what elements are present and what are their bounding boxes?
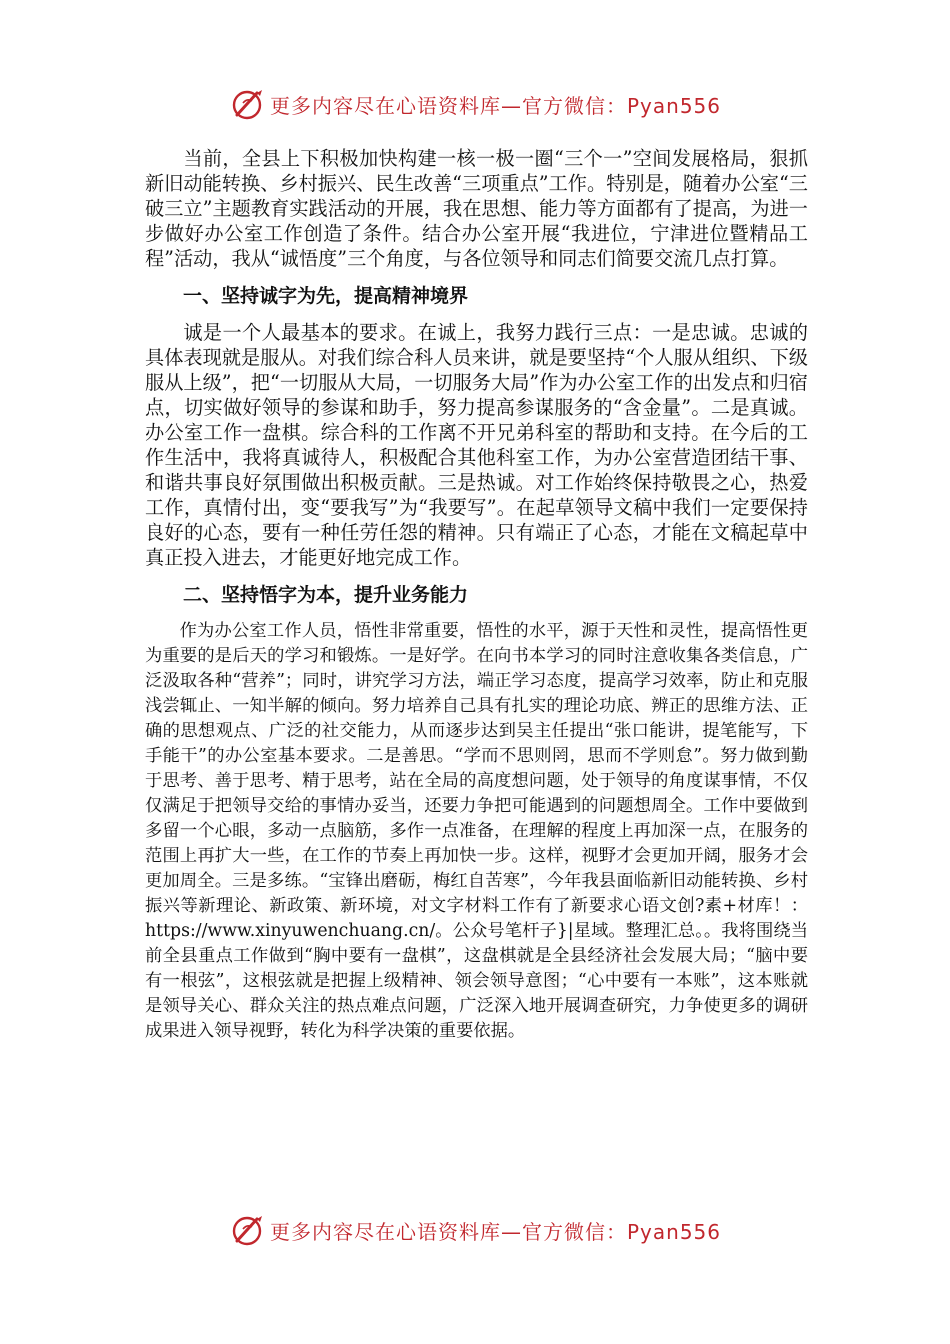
banner-text: 更多内容尽在心语资料库—官方微信：Pyan556	[270, 1219, 722, 1244]
intro-paragraph: 当前，全县上下积极加快构建一核一极一圈“三个一”空间发展格局，狠抓新旧动能转换、乡村振兴、民生改善“三项重点”工作。特别是，随着办公室“三破三立”主题教育实践活动的开展，我在思想、能力等方面都有了提高，为进一步做好办公室工作创造了条件。结合办公室开展“我进位，宁津进位暨精品工程”活动，我从“诚悟度”三个角度，与各位领导和同志们简要交流几点打算。	[145, 147, 808, 270]
footer-banner	[230, 1212, 750, 1248]
section-heading-1: 一、坚持诚字为先，提高精神境界	[183, 285, 469, 307]
document-body	[145, 146, 808, 1044]
header-banner	[230, 86, 750, 122]
brush-pen-icon	[230, 86, 266, 122]
banner-text: 更多内容尽在心语资料库—官方微信：Pyan556	[270, 93, 722, 118]
section-2-paragraph: 作为办公室工作人员，悟性非常重要，悟性的水平，源于天性和灵性，提高悟性更为重要的是后天的学习和锻炼。一是好学。在向书本学习的同时注意收集各类信息，广泛汲取各种“营养”；同时，讲究学习方法，端正学习态度，提高学习效率，防止和克服浅尝辄止、一知半解的倾向。努力培养自己具有扎实的理论功底、辨正的思维方法、正确的思想观点、广泛的社交能力，从而逐步达到吴主任提出“张口能讲，提笔能写，下手能干”的办公室基本要求。二是善思。“学而不思则罔，思而不学则怠”。努力做到勤于思考、善于思考、精于思考，站在全局的高度想问题，处于领导的角度谋事情，不仅仅满足于把领导交给的事情办妥当，还要力争把可能遇到的问题想周全。工作中要做到多留一个心眼，多动一点脑筋，多作一点准备，在理解的程度上再加深一点，在服务的范围上再扩大一些，在工作的节奏上再加快一步。这样，视野才会更加开阔，服务才会更加周全。三是多练。“宝锋出磨砺，梅红自苦寒”，今年我县面临新旧动能转换、乡村振兴等新理论、新政策、新环境，对文字材料工作有了新要求心语文创?素+材库！：https://www.xinyuwenchuang.cn/。公众号笔杆子}|星域。整理汇总。。我将围绕当前全县重点工作做到“胸中要有一盘棋”，这盘棋就是全县经济社会发展大局；“脑中要有一根弦”，这根弦就是把握上级精神、领会领导意图；“心中要有一本账”，这本账就是领导关心、群众关注的热点难点问题，广泛深入地开展调查研究，力争使更多的调研成果进入领导视野，转化为科学决策的重要依据。	[145, 621, 808, 1041]
brush-pen-icon	[230, 1212, 266, 1248]
section-1-paragraph: 诚是一个人最基本的要求。在诚上，我努力践行三点：一是忠诚。忠诚的具体表现就是服从。对我们综合科人员来讲，就是要坚持“个人服从组织、下级服从上级”，把“一切服从大局，一切服务大局”作为办公室工作的出发点和归宿点，切实做好领导的参谋和助手，努力提高参谋服务的“含金量”。二是真诚。办公室工作一盘棋。综合科的工作离不开兄弟科室的帮助和支持。在今后的工作生活中，我将真诚待人，积极配合其他科室工作，为办公室营造团结干事、和谐共事良好氛围做出积极贡献。三是热诚。对工作始终保持敬畏之心，热爱工作，真情付出，变“要我写”为“我要写”。在起草领导文稿中我们一定要保持良好的心态，要有一种任劳任怨的精神。只有端正了心态，才能在文稿起草中真正投入进去，才能更好地完成工作。	[145, 321, 808, 569]
section-heading-2: 二、坚持悟字为本，提升业务能力	[183, 584, 469, 606]
